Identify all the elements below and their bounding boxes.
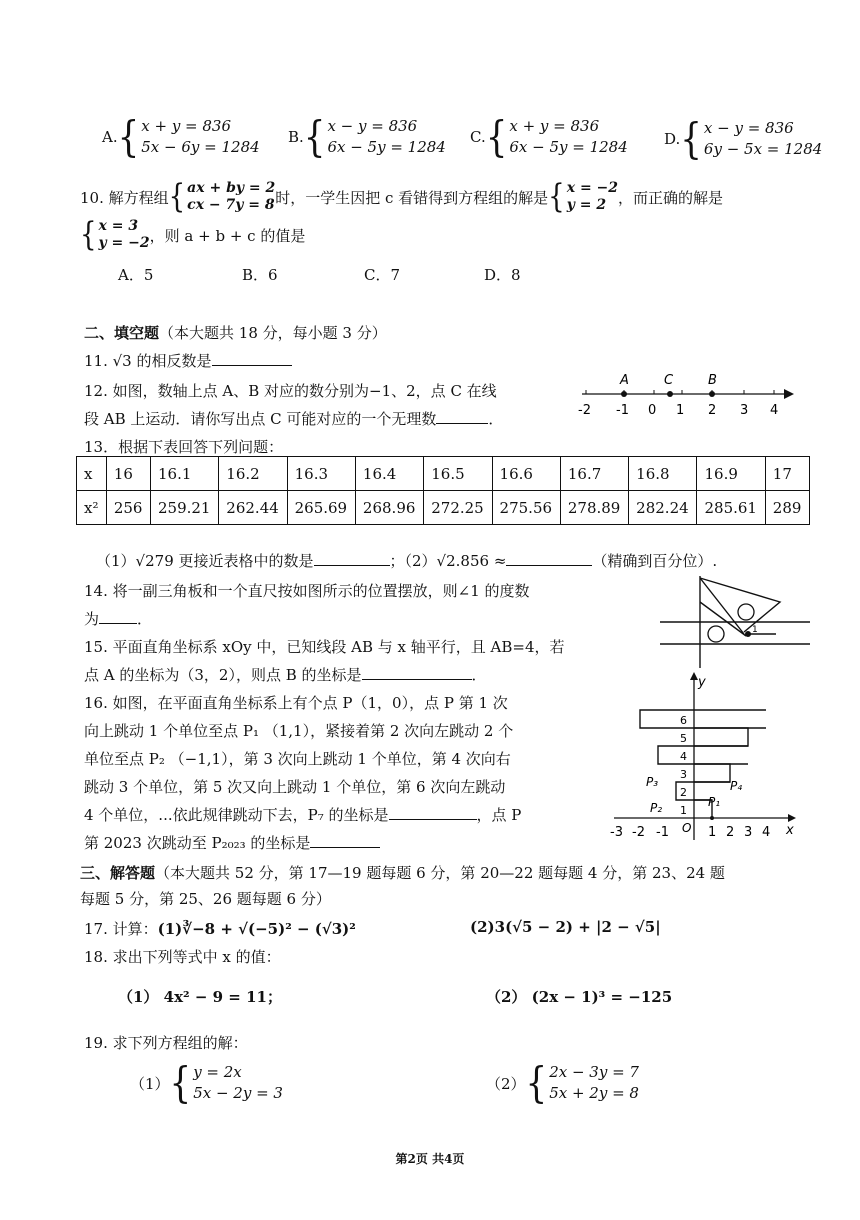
q10-line2: { x = 3 y = −2 ，则 a + b + c 的值是	[80, 216, 306, 254]
point-a	[621, 391, 627, 397]
equation: 5x − 6y = 1284	[141, 138, 260, 156]
table-cell: 16.3	[287, 457, 355, 491]
table-cell: 272.25	[424, 491, 492, 525]
y-axis-label: y	[698, 675, 706, 690]
label-c: C	[664, 373, 674, 388]
option-letter: D.	[664, 130, 681, 148]
answer-blank	[99, 623, 137, 624]
jump-coordinate-figure	[604, 668, 804, 844]
q18-title: 18. 求出下列等式中 x 的值：	[84, 948, 281, 966]
label-b: B	[708, 373, 717, 388]
q16-line4: 跳动 3 个单位，第 5 次又向上跳动 1 个单位，第 6 次向左跳动	[84, 778, 506, 796]
answer-blank	[389, 819, 477, 820]
tick-label: -3	[610, 825, 623, 840]
q9-option-a: A. { x + y = 836 5x − 6y = 1284	[102, 112, 260, 162]
q12-line1: 12. 如图，数轴上点 A、B 对应的数分别为−1、2，点 C 在线	[84, 382, 497, 400]
table-cell: 268.96	[355, 491, 423, 525]
answer-blank	[314, 565, 390, 566]
option-letter: B.	[288, 128, 304, 146]
tick-label: -1	[656, 825, 669, 840]
table-row	[77, 457, 810, 491]
table-cell: 16.4	[355, 457, 423, 491]
table-cell: 278.89	[560, 491, 628, 525]
table-cell: 275.56	[492, 491, 560, 525]
point-b	[709, 391, 715, 397]
option: A．5	[118, 266, 154, 284]
tick-label: 1	[708, 825, 717, 840]
q11: 11. √3 的相反数是	[84, 350, 292, 371]
q9-option-d: D. { x − y = 836 6y − 5x = 1284	[664, 114, 823, 164]
q16-line5: 4 个单位，...依此规律跳动下去，P₇ 的坐标是 ，点 P	[84, 806, 522, 824]
table-cell: 289	[765, 491, 809, 525]
origin-label: O	[682, 821, 692, 835]
tick-label: 3	[680, 768, 687, 781]
q9-option-c: C. { x + y = 836 6x − 5y = 1284	[470, 112, 628, 162]
number-line-figure	[572, 364, 802, 422]
tick-label: 4	[762, 825, 771, 840]
q16-line6: 第 2023 次跳动至 P₂₀₂₃ 的坐标是	[84, 832, 380, 853]
tick-label: 0	[648, 403, 657, 418]
table-head: x	[77, 457, 107, 491]
tick-label: 2	[708, 403, 717, 418]
equation: x − y = 836	[703, 119, 794, 137]
table-cell: 16.5	[424, 457, 492, 491]
q13-title: 13．根据下表回答下列问题：	[84, 438, 284, 456]
table-cell: 256	[106, 491, 150, 525]
option: B．6	[242, 266, 278, 284]
table-cell: 265.69	[287, 491, 355, 525]
tick-label: 6	[680, 714, 687, 727]
q16-line3: 单位至点 P₂ （−1,1），第 3 次向上跳动 1 个单位，第 4 次向右	[84, 750, 511, 768]
option-letter: A.	[102, 128, 118, 146]
q17-part2: (2)3(√5 − 2) + |2 − √5|	[470, 918, 661, 936]
triangle-ruler-figure	[660, 572, 820, 672]
equation: x + y = 836	[141, 117, 232, 135]
tick-label: -2	[578, 403, 591, 418]
equation: 6x − 5y = 1284	[509, 138, 628, 156]
table-cell: 16.1	[150, 457, 218, 491]
tick-label: 4	[770, 403, 779, 418]
angle-label: 1	[752, 625, 758, 635]
label-a: A	[620, 373, 629, 388]
table-cell: 16.7	[560, 457, 628, 491]
q19-part2: （2） { 2x − 3y = 7 5x + 2y = 8	[486, 1058, 639, 1108]
q14-line2: 为 ．	[84, 610, 153, 628]
equation: 6y − 5x = 1284	[703, 140, 823, 158]
tick-label: 3	[740, 403, 749, 418]
q14-line1: 14. 将一副三角板和一个直尺按如图所示的位置摆放，则∠1 的度数	[84, 582, 530, 600]
option-letter: C.	[470, 128, 486, 146]
q16-line2: 向上跳动 1 个单位至点 P₁ （1,1），紧接着第 2 次向左跳动 2 个	[84, 722, 514, 740]
tick-label: 2	[680, 786, 687, 799]
equation: x − y = 836	[327, 117, 418, 135]
section-3-heading: 三、解答题（本大题共 52 分，第 17—19 题每题 6 分，第 20—22 题每题 4 分，第 23、24 题	[80, 864, 725, 882]
q9-option-b: B. { x − y = 836 6x − 5y = 1284	[288, 112, 446, 162]
table-cell: 16	[106, 457, 150, 491]
page-footer: 第2页 共4页	[395, 1152, 465, 1166]
tick-label: 1	[680, 804, 687, 817]
point-label-p2: P₂	[650, 801, 663, 815]
answer-blank	[212, 365, 292, 366]
q12-line2: 段 AB 上运动．请你写出点 C 可能对应的一个无理数 ．	[84, 410, 504, 428]
table-cell: 262.44	[219, 491, 287, 525]
table-cell: 16.9	[697, 457, 765, 491]
answer-blank	[362, 679, 472, 680]
option: C．7	[364, 266, 401, 284]
table-cell: 16.6	[492, 457, 560, 491]
point-label-p1: P₁	[708, 795, 721, 809]
q15-line2: 点 A 的坐标为（3，2），则点 B 的坐标是 ．	[84, 666, 487, 684]
tick-label: 2	[726, 825, 735, 840]
answer-blank	[310, 847, 380, 848]
tick-label: 1	[676, 403, 685, 418]
point-c	[667, 391, 673, 397]
tick-label: 5	[680, 732, 687, 745]
q13-questions: （1）√279 更接近表格中的数是 ；（2）√2.856 ≈ （精确到百分位）.	[96, 552, 718, 570]
q19-part1: （1） { y = 2x 5x − 2y = 3	[130, 1058, 283, 1108]
x-axis-label: x	[786, 823, 794, 838]
table-row	[77, 491, 810, 525]
answer-blank	[436, 423, 488, 424]
q18-part2: （2） (2x − 1)³ = −125	[486, 988, 673, 1006]
q15-line1: 15. 平面直角坐标系 xOy 中，已知线段 AB 与 x 轴平行，且 AB=4，若	[84, 638, 565, 656]
point-label-p4: P₄	[730, 779, 743, 793]
table-cell: 285.61	[697, 491, 765, 525]
q18-part1: （1） 4x² − 9 = 11；	[118, 988, 282, 1006]
table-cell: 16.2	[219, 457, 287, 491]
equation: 6x − 5y = 1284	[327, 138, 446, 156]
tick-label: 4	[680, 750, 687, 763]
equation: x + y = 836	[509, 117, 600, 135]
point-label-p3: P₃	[646, 775, 659, 789]
table-head: x²	[77, 491, 107, 525]
square-table	[76, 456, 810, 525]
section-3-note: 每题 5 分，第 25、26 题每题 6 分）	[80, 890, 331, 908]
q10-line1: 10. 解方程组 { ax + by = 2 cx − 7y = 8 时，一学生因把 c 看错得到方程组的解是 { x = −2 y = 2 ，而正确的解是	[80, 178, 724, 216]
q17: 17. 计算：(1)∛−8 + √(−5)² − (√3)²	[84, 920, 356, 938]
option: D．8	[484, 266, 521, 284]
q16-line1: 16. 如图，在平面直角坐标系上有个点 P（1，0），点 P 第 1 次	[84, 694, 508, 712]
tick-label: -1	[616, 403, 629, 418]
q19-title: 19. 求下列方程组的解：	[84, 1034, 248, 1052]
tick-label: -2	[632, 825, 645, 840]
table-cell: 17	[765, 457, 809, 491]
tick-label: 3	[744, 825, 753, 840]
table-cell: 282.24	[629, 491, 697, 525]
table-cell: 259.21	[150, 491, 218, 525]
answer-blank	[506, 565, 592, 566]
table-cell: 16.8	[629, 457, 697, 491]
section-2-heading: 二、填空题（本大题共 18 分，每小题 3 分）	[84, 324, 387, 342]
